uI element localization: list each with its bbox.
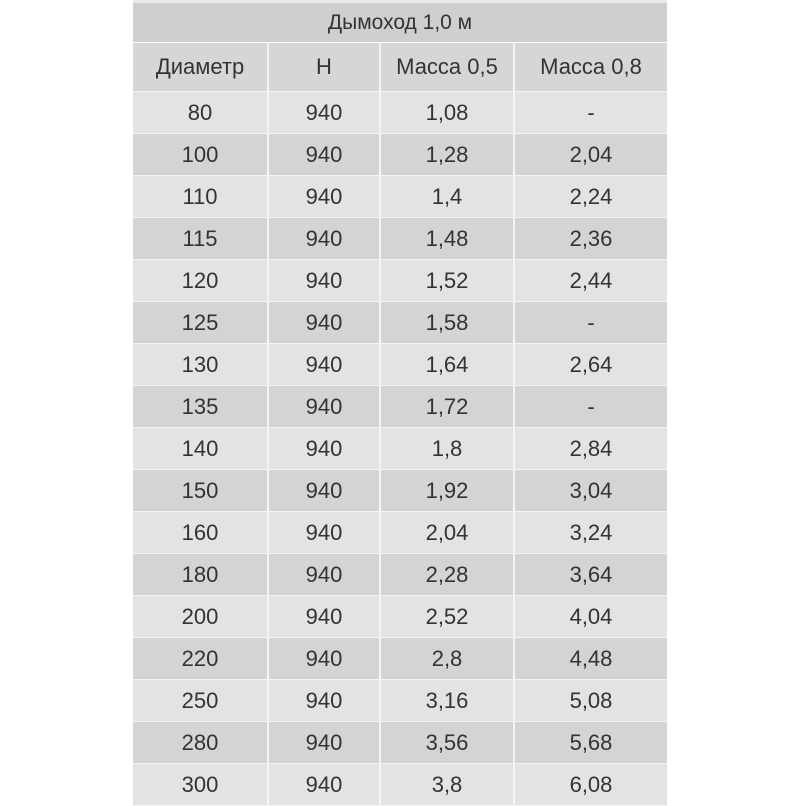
mass-08-cell: - (514, 386, 667, 428)
diameter-cell: 135 (133, 386, 268, 428)
mass-05-cell: 3,8 (380, 764, 514, 806)
mass-08-cell: 5,08 (514, 680, 667, 722)
height-cell: 940 (268, 92, 380, 134)
mass-05-cell: 1,08 (380, 92, 514, 134)
mass-08-cell: 2,24 (514, 176, 667, 218)
table-title: Дымоход 1,0 м (133, 0, 667, 43)
diameter-cell: 120 (133, 260, 268, 302)
mass-08-cell: 6,08 (514, 764, 667, 806)
height-cell: 940 (268, 134, 380, 176)
mass-05-cell: 1,92 (380, 470, 514, 512)
diameter-cell: 180 (133, 554, 268, 596)
height-cell: 940 (268, 470, 380, 512)
table-body (133, 92, 667, 806)
diameter-cell: 125 (133, 302, 268, 344)
mass-05-cell: 1,64 (380, 344, 514, 386)
height-cell: 940 (268, 764, 380, 806)
table-row (133, 722, 667, 764)
table-row (133, 470, 667, 512)
mass-08-cell: 2,04 (514, 134, 667, 176)
height-cell: 940 (268, 680, 380, 722)
diameter-cell: 140 (133, 428, 268, 470)
height-cell: 940 (268, 386, 380, 428)
mass-05-cell: 3,56 (380, 722, 514, 764)
mass-08-cell: 2,84 (514, 428, 667, 470)
column-header-mass-08: Масса 0,8 (514, 43, 667, 92)
diameter-cell: 80 (133, 92, 268, 134)
diameter-cell: 280 (133, 722, 268, 764)
mass-08-cell: 2,36 (514, 218, 667, 260)
mass-08-cell: - (514, 92, 667, 134)
mass-05-cell: 1,8 (380, 428, 514, 470)
diameter-cell: 250 (133, 680, 268, 722)
mass-08-cell: 2,64 (514, 344, 667, 386)
mass-08-cell: 4,04 (514, 596, 667, 638)
table-row (133, 596, 667, 638)
column-header-diameter: Диаметр (133, 43, 268, 92)
mass-05-cell: 2,52 (380, 596, 514, 638)
mass-05-cell: 2,28 (380, 554, 514, 596)
spec-table (133, 43, 667, 806)
mass-08-cell: 2,44 (514, 260, 667, 302)
diameter-cell: 220 (133, 638, 268, 680)
mass-08-cell: 4,48 (514, 638, 667, 680)
mass-08-cell: 3,64 (514, 554, 667, 596)
height-cell: 940 (268, 176, 380, 218)
mass-05-cell: 3,16 (380, 680, 514, 722)
diameter-cell: 150 (133, 470, 268, 512)
diameter-cell: 110 (133, 176, 268, 218)
table-row (133, 176, 667, 218)
diameter-cell: 160 (133, 512, 268, 554)
mass-05-cell: 1,48 (380, 218, 514, 260)
diameter-cell: 130 (133, 344, 268, 386)
height-cell: 940 (268, 344, 380, 386)
height-cell: 940 (268, 554, 380, 596)
mass-05-cell: 2,04 (380, 512, 514, 554)
table-row (133, 218, 667, 260)
mass-08-cell: 3,24 (514, 512, 667, 554)
table-row (133, 260, 667, 302)
diameter-cell: 115 (133, 218, 268, 260)
diameter-cell: 200 (133, 596, 268, 638)
height-cell: 940 (268, 302, 380, 344)
column-header-mass-05: Масса 0,5 (380, 43, 514, 92)
diameter-cell: 100 (133, 134, 268, 176)
mass-08-cell: 5,68 (514, 722, 667, 764)
height-cell: 940 (268, 428, 380, 470)
height-cell: 940 (268, 512, 380, 554)
table-row (133, 680, 667, 722)
table-row (133, 638, 667, 680)
header-row (133, 43, 667, 92)
mass-05-cell: 2,8 (380, 638, 514, 680)
column-header-height: H (268, 43, 380, 92)
table-row (133, 764, 667, 806)
table-row (133, 428, 667, 470)
mass-05-cell: 1,4 (380, 176, 514, 218)
table-row (133, 134, 667, 176)
chimney-spec-table (133, 0, 667, 800)
height-cell: 940 (268, 596, 380, 638)
mass-05-cell: 1,52 (380, 260, 514, 302)
diameter-cell: 300 (133, 764, 268, 806)
table-row (133, 554, 667, 596)
height-cell: 940 (268, 638, 380, 680)
table-row (133, 302, 667, 344)
table-row (133, 386, 667, 428)
height-cell: 940 (268, 218, 380, 260)
height-cell: 940 (268, 260, 380, 302)
mass-05-cell: 1,58 (380, 302, 514, 344)
mass-05-cell: 1,72 (380, 386, 514, 428)
height-cell: 940 (268, 722, 380, 764)
table-row (133, 92, 667, 134)
table-row (133, 344, 667, 386)
mass-08-cell: 3,04 (514, 470, 667, 512)
mass-08-cell: - (514, 302, 667, 344)
table-row (133, 512, 667, 554)
mass-05-cell: 1,28 (380, 134, 514, 176)
